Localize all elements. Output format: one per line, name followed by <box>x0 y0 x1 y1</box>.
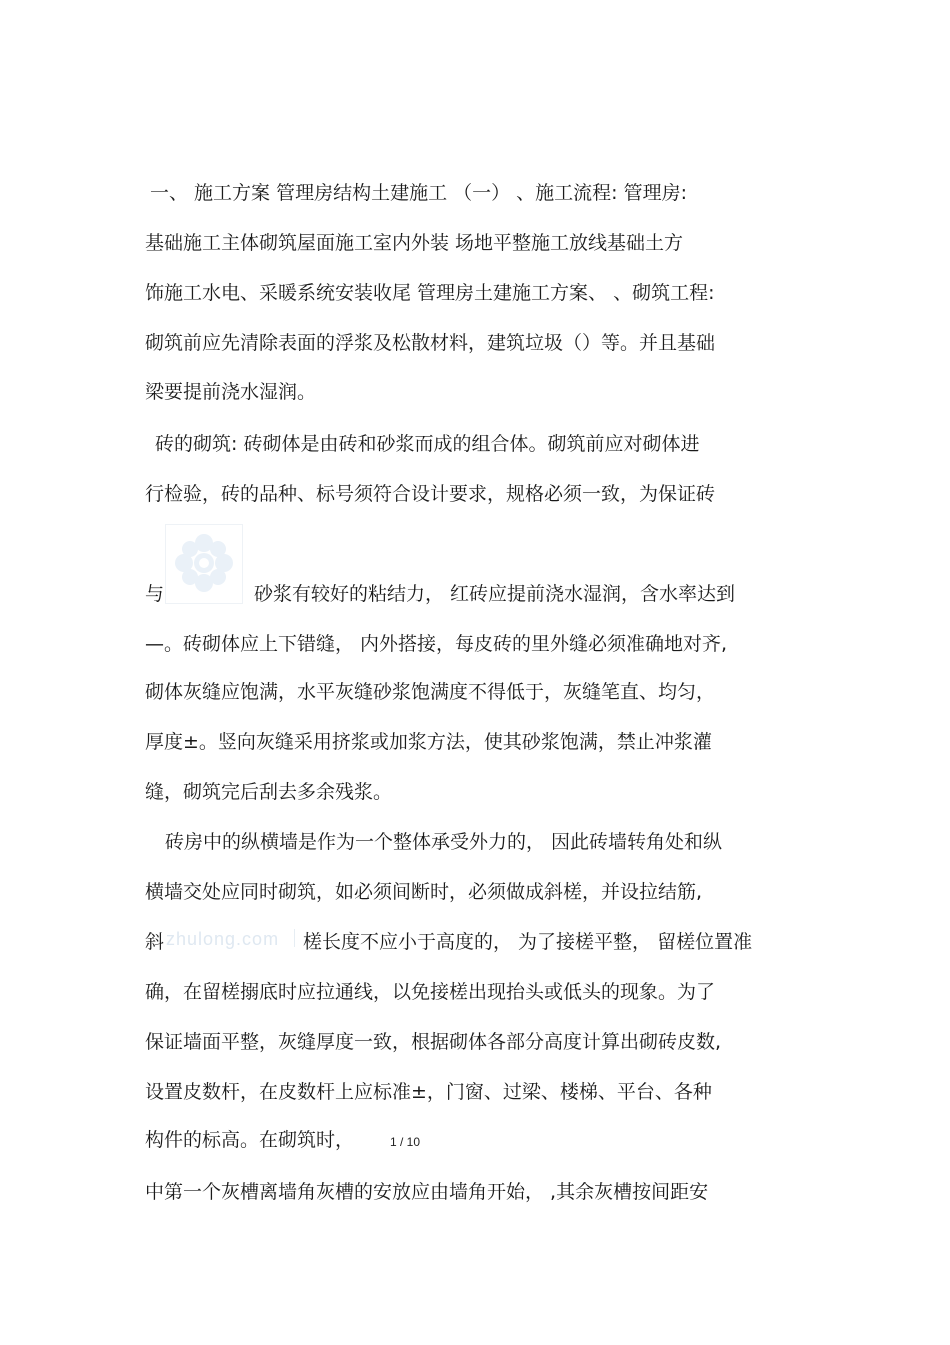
text-line-6: 砖的砌筑: 砖砌体是由砖和砂浆而成的组合体。砌筑前应对砌体进 <box>155 433 700 455</box>
text-line-4: 砌筑前应先清除表面的浮浆及松散材料，建筑垃圾（）等。并且基础 <box>145 332 716 354</box>
text-line-10: 砌体灰缝应饱满，水平灰缝砂浆饱满度不得低于，灰缝笔直、均匀， <box>145 681 716 703</box>
text-line-8-rest: 砂浆有较好的粘结力， 红砖应提前浇水湿润，含水率达到 <box>254 583 736 605</box>
page-number: 1 / 10 <box>390 1135 421 1149</box>
text-line-7: 行检验，砖的品种、标号须符合设计要求，规格必须一致，为保证砖 <box>145 483 716 505</box>
text-line-9: —。砖砌体应上下错缝， 内外搭接，每皮砖的里外缝必须准确地对齐, <box>145 633 728 655</box>
text-line-8-start: 与 <box>145 583 165 605</box>
text-line-15-rest: 槎长度不应小于高度的， 为了接槎平整， 留槎位置准 <box>303 931 753 953</box>
watermark-logo <box>165 524 243 604</box>
text-line-2: 基础施工主体砌筑屋面施工室内外装 场地平整施工放线基础土方 <box>145 232 684 254</box>
text-line-1: 一、 施工方案 管理房结构土建施工 （一） 、施工流程: 管理房: <box>150 182 688 204</box>
text-line-15-start: 斜 <box>145 931 165 953</box>
text-line-12: 缝，砌筑完后刮去多余残浆。 <box>145 781 393 803</box>
text-line-19: 构件的标高。在砌筑时， <box>145 1129 355 1151</box>
text-line-5: 梁要提前浇水湿润。 <box>145 381 317 403</box>
watermark-text: zhulong.com <box>166 929 280 949</box>
text-line-14: 横墙交处应同时砌筑，如必须间断时，必须做成斜槎，并设拉结筋, <box>145 881 703 903</box>
text-line-13: 砖房中的纵横墙是作为一个整体承受外力的， 因此砖墙转角处和纵 <box>165 831 723 853</box>
text-line-3: 饰施工水电、采暖系统安装收尾 管理房土建施工方案、 、砌筑工程: <box>145 282 715 304</box>
watermark-divider <box>294 929 295 947</box>
watermark-flower-icon <box>172 531 236 595</box>
text-line-11: 厚度±。竖向灰缝采用挤浆或加浆方法，使其砂浆饱满，禁止冲浆灌 <box>145 731 712 753</box>
text-line-17: 保证墙面平整，灰缝厚度一致，根据砌体各部分高度计算出砌砖皮数, <box>145 1031 722 1053</box>
text-line-16: 确，在留槎搦底时应拉通线，以免接槎出现抬头或低头的现象。为了 <box>145 981 716 1003</box>
text-line-18: 设置皮数杆，在皮数杆上应标准±，门窗、过梁、楼梯、平台、各种 <box>145 1081 712 1103</box>
text-line-20: 中第一个灰槽离墙角灰槽的安放应由墙角开始， ,其余灰槽按间距安 <box>145 1181 709 1203</box>
